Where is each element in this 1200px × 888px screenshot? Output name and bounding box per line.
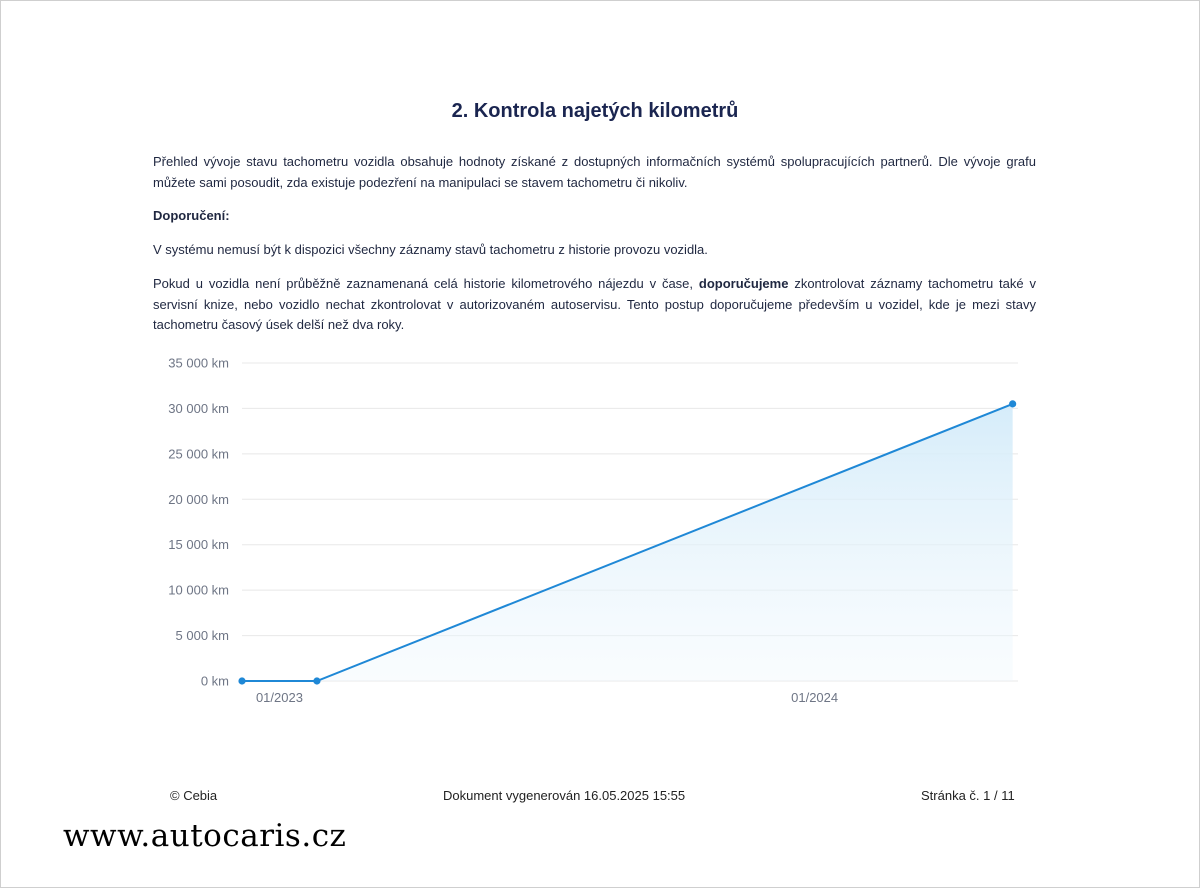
y-tick-label: 0 km [200, 673, 229, 689]
y-tick-label: 15 000 km [168, 537, 229, 553]
series-area [242, 404, 1013, 681]
x-tick-label: 01/2024 [791, 690, 839, 705]
footer-copyright: © Cebia [170, 788, 218, 803]
x-tick-label: 01/2023 [255, 690, 303, 705]
note-paragraph: V systému nemusí být k dispozici všechny záznamy stavů tachometru z historie provozu vozidla. [153, 242, 708, 257]
odometer-chart [150, 350, 1030, 715]
footer-page-number: Stránka č. 1 / 11 [921, 788, 1015, 803]
y-tick-label: 20 000 km [168, 491, 229, 507]
recommendation-heading: Doporučení: [153, 208, 230, 223]
advice-paragraph [153, 274, 1036, 336]
intro-paragraph: Přehled vývoje stavu tachometru vozidla obsahuje hodnoty získané z dostupných informačních systémů spolupracujících partnerů. Dle vývoje grafu můžete sami posoudit, zda existuje podezření na manipulaci se stavem tachometru či nikoliv. [153, 154, 1036, 190]
data-point [238, 677, 245, 684]
y-tick-label: 25 000 km [168, 446, 229, 462]
advice-bold: doporučujeme [698, 276, 789, 291]
watermark: www.autocaris.cz [63, 818, 347, 854]
data-point [313, 677, 320, 684]
y-tick-label: 30 000 km [168, 400, 229, 416]
y-tick-label: 5 000 km [175, 628, 229, 644]
advice-text-1: Pokud u vozidla není průběžně zaznamenaná celá historie kilometrového nájezdu v čase, [153, 276, 699, 291]
data-point [1009, 400, 1016, 407]
y-tick-label: 10 000 km [168, 582, 229, 598]
page-title: 2. Kontrola najetých kilometrů [451, 100, 739, 122]
y-tick-label: 35 000 km [168, 355, 229, 371]
footer-generated: Dokument vygenerován 16.05.2025 15:55 [443, 788, 686, 803]
advice-text-2: zkontrolovat záznamy tachometru také v servisní knize, nebo vozidlo nechat zkontrolovat v autorizovaném autoservisu. Tento postup doporučujeme především u vozidel, kde je mezi stavy tachometru časový úsek delší než dva roky. [153, 276, 1036, 332]
